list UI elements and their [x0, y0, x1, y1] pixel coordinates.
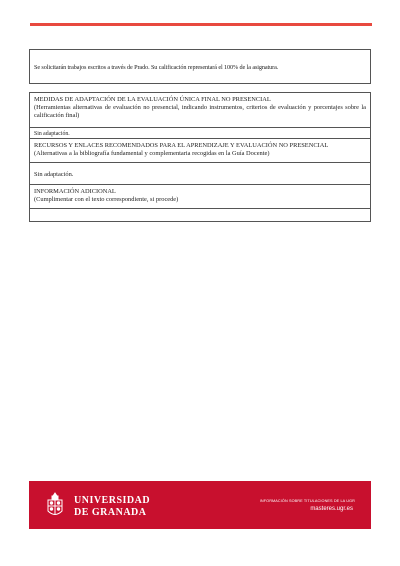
adaptation-value-row [30, 128, 370, 139]
resources-title: RECURSOS Y ENLACES RECOMENDADOS PARA EL APRENDIZAJE Y EVALUACIÓN NO PRESENCIAL [34, 142, 329, 149]
resources-subtitle: (Alternativas a la bibliografía fundamental y complementaria recogidas en la Guía Docente) [34, 150, 270, 157]
evaluation-note-text: Se solicitarán trabajos escritos a través de Prado. Su calificación representará el 100% de la asignatura. [34, 64, 279, 71]
resources-value: Sin adaptación. [34, 171, 74, 178]
evaluation-note-box [29, 49, 371, 84]
resources-value-row [30, 163, 370, 185]
info-value-row [30, 209, 370, 221]
info-header-row [30, 185, 370, 209]
adaptation-header-row [30, 93, 370, 128]
university-name-line1: UNIVERSIDAD [74, 495, 151, 506]
resources-header-row [30, 139, 370, 163]
adaptation-value: Sin adaptación. [34, 131, 70, 137]
info-subtitle: (Cumplimentar con el texto correspondiente, si procede) [34, 196, 179, 203]
footer-banner [29, 481, 371, 529]
adaptation-title: MEDIDAS DE ADAPTACIÓN DE LA EVALUACIÓN ÚNICA FINAL NO PRESENCIAL [34, 96, 271, 103]
adaptation-subtitle: (Herramientas alternativas de evaluación no presencial, indicando instrumentos, criterios de evaluación y porcentajes sobre la calificación final) [34, 104, 366, 119]
info-title: INFORMACIÓN ADICIONAL [34, 188, 116, 195]
adaptation-table [29, 92, 371, 222]
header-accent-bar [30, 23, 372, 26]
titles-info-label: INFORMACIÓN SOBRE TITULACIONES DE LA UGR [259, 499, 355, 503]
masters-site-link[interactable]: masteres.ugr.es [310, 506, 353, 512]
university-crest-icon [43, 491, 67, 521]
university-name-line2: DE GRANADA [74, 507, 147, 518]
